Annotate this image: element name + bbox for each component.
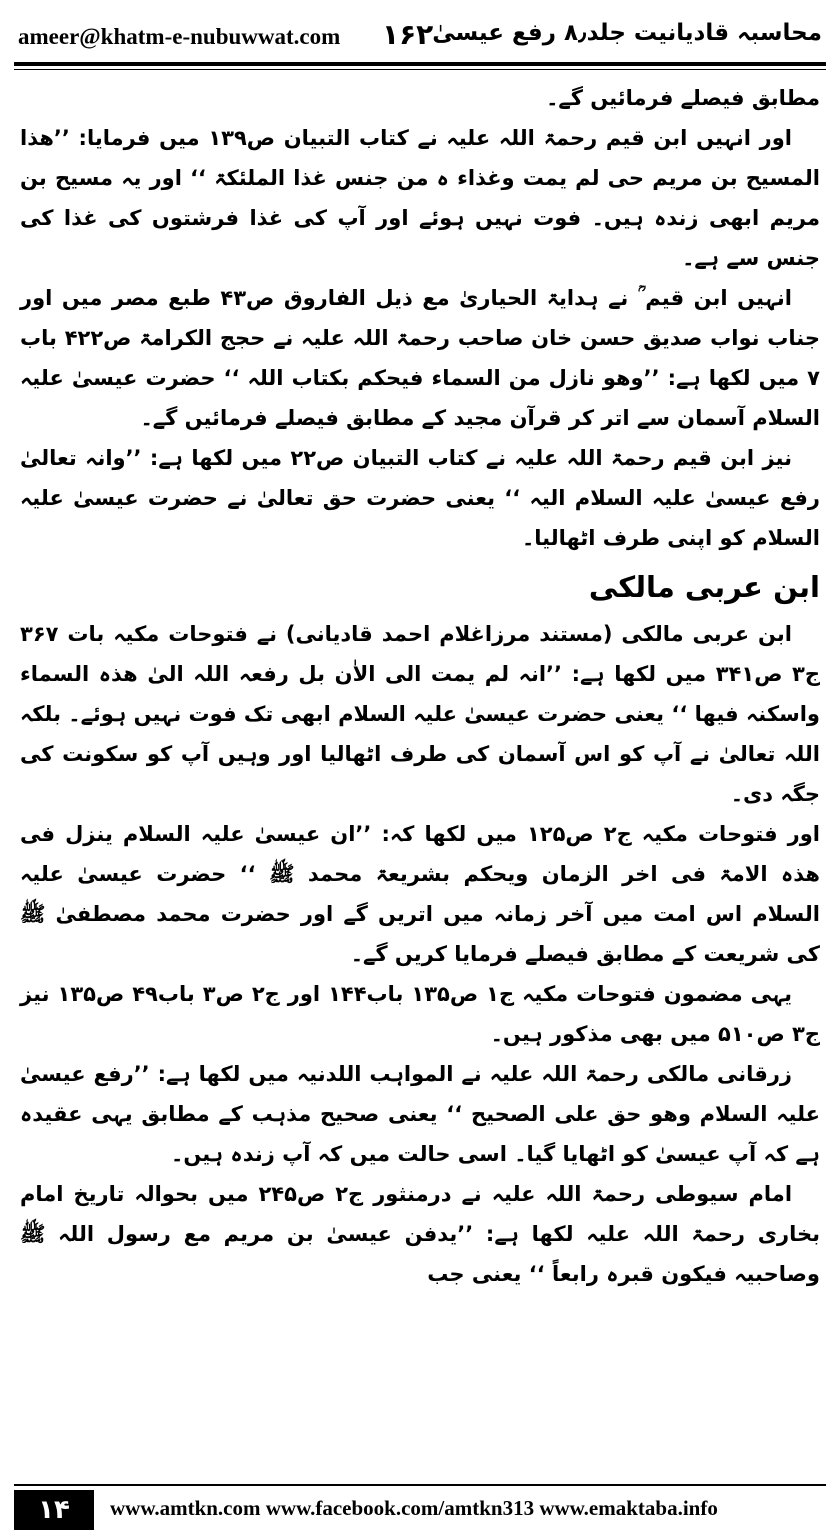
- section-heading: ابن عربی مالکی: [588, 570, 820, 604]
- header-email: ameer@khatm-e-nubuwwat.com: [18, 24, 341, 49]
- paragraph: امام سیوطی رحمۃ اللہ علیہ نے درمنثور ج۲ ص۲۴۵ میں بحوالہ تاریخ امام بخاری رحمۃ اللہ علیہ لکھا ہے: ’’یدفن عیسیٰ بن مریم مع رسول اللہ ﷺ وصاحبیہ فیکون قبرہ رابعاً ‘‘ یعنی جب: [20, 1182, 820, 1286]
- paragraph: مطابق فیصلے فرمائیں گے۔: [546, 86, 820, 110]
- paragraph: زرقانی مالکی رحمۃ اللہ علیہ نے المواہب اللدنیہ میں لکھا ہے: ’’رفع عیسیٰ علیہ السلام وھو حق علی الصحیح ‘‘ یعنی صحیح مذہب کے مطابق یہی عقیدہ ہے کہ آپ عیسیٰ کو اٹھایا گیا۔ اسی حالت میں کہ آپ زندہ ہیں۔: [20, 1062, 820, 1166]
- header-book-title: محاسبہ قادیانیت جلد۸٫ رفع عیسیٰ: [432, 20, 822, 46]
- paragraph: یہی مضمون فتوحات مکیہ ج۱ ص۱۳۵ باب۱۴۴ اور ج۲ ص۳ باب۴۹ ص۱۳۵ نیز ج۳ ص۵۱۰ میں بھی مذکور ہیں۔: [20, 982, 820, 1046]
- page-header: [14, 14, 826, 60]
- footer-page-marker: ۱۴: [14, 1490, 94, 1530]
- header-page-number: ۱۶۲: [382, 18, 434, 51]
- paragraph: انہیں ابن قیم ؒ نے ہدایۃ الحیاریٰ مع ذیل الفاروق ص۴۳ طبع مصر میں اور جناب نواب صدیق حسن خان صاحب رحمۃ اللہ علیہ نے حجج الکرامۃ ص۴۲۲ باب ۷ میں لکھا ہے: ’’وھو نازل من السماء فیحکم بکتاب اللہ ‘‘ حضرت عیسیٰ علیہ السلام آسمان سے اتر کر قرآن مجید کے مطابق فیصلے فرمائیں گے۔: [20, 286, 821, 430]
- paragraph: اور انہیں ابن قیم رحمۃ اللہ علیہ نے کتاب التبیان ص۱۳۹ میں فرمایا: ’’ھذا المسیح بن مریم حی لم یمت وغذاء ہ من جنس غذا الملئکۃ ‘‘ اور یہ مسیح بن مریم ابھی زندہ ہیں۔ فوت نہیں ہوئے اور آپ کی غذا فرشتوں کی غذا کی جنس سے ہے۔: [20, 126, 820, 270]
- header-rule-thin: [14, 69, 826, 70]
- header-rule-thick: [14, 62, 826, 66]
- page-footer: [14, 1490, 826, 1530]
- paragraph: نیز ابن قیم رحمۃ اللہ علیہ نے کتاب التبیان ص۲۲ میں لکھا ہے: ’’وانہ تعالیٰ رفع عیسیٰ علیہ السلام الیہ ‘‘ یعنی حضرت حق تعالیٰ نے حضرت عیسیٰ علیہ السلام کو اپنی طرف اٹھالیا۔: [20, 446, 820, 550]
- footer-links: www.amtkn.com www.facebook.com/amtkn313 www.emaktaba.info: [110, 1496, 718, 1520]
- footer-rule: [14, 1484, 826, 1486]
- page-body: [20, 78, 820, 1468]
- paragraph: ابن عربی مالکی (مستند مرزاغلام احمد قادیانی) نے فتوحات مکیہ بات ۳۶۷ ج۳ ص۳۴۱ میں لکھا ہے: ’’انہ لم یمت الی الاٰن بل رفعہ اللہ الیٰ ھذہ السماء واسکنہ فیھا ‘‘ یعنی حضرت عیسیٰ علیہ السلام ابھی تک فوت نہیں ہوئے۔ بلکہ اللہ تعالیٰ نے آپ کو اس آسمان کی طرف اٹھالیا اور وہیں آپ کو سکونت کی جگہ دی۔: [20, 622, 821, 806]
- paragraph: اور فتوحات مکیہ ج۲ ص۱۲۵ میں لکھا کہ: ’’ان عیسیٰ علیہ السلام ینزل فی ھذہ الامۃ فی اخر الزمان ویحکم بشریعۃ محمد ﷺ ‘‘ حضرت عیسیٰ علیہ السلام اس امت میں آخر زمانہ میں اتریں گے اور حضرت محمد مصطفیٰ ﷺ کی شریعت کے مطابق فیصلے فرمایا کریں گے۔: [20, 822, 820, 966]
